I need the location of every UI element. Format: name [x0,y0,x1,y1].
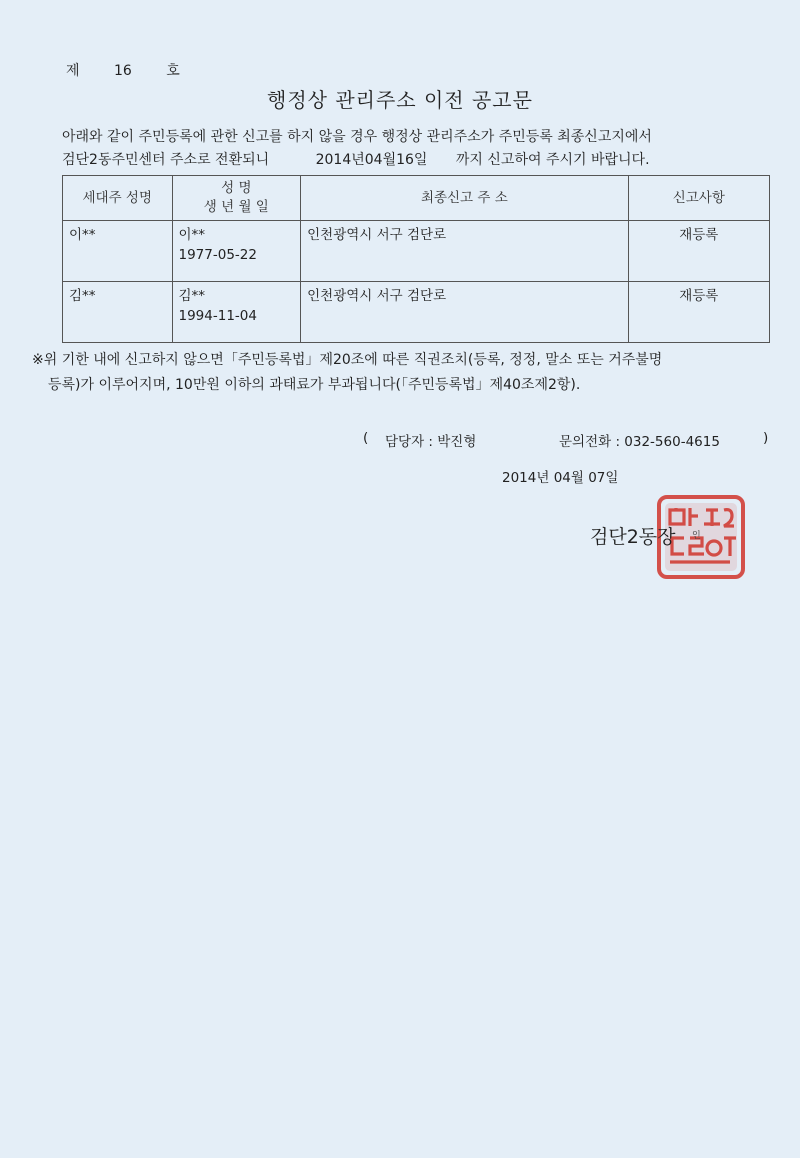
signatory: 검단2동장 [590,526,676,548]
intro-paragraph [62,126,762,172]
doc-number-suffix: 호 [166,63,180,79]
cell-name-birth [172,282,301,343]
notice-line-2: 등록)가 이루어지며, 10만원 이하의 과태료가 부과됩니다(「주민등록법」제40조제2항). [48,377,581,393]
deadline-date: 2014년04월16일 [315,152,428,168]
table-row [63,221,770,282]
header-name: 성 명 [221,180,252,196]
cell-name: 이** [178,227,206,243]
records-table [62,175,770,343]
cell-name: 김** [178,288,206,304]
header-address: 최종신고 주 소 [301,176,628,221]
table-row [63,282,770,343]
header-name-birth [172,176,301,221]
notice-line-1: ※위 기한 내에 신고하지 않으면「주민등록법」제20조에 따른 직권조치(등록, 정정, 말소 또는 거주불명 [32,352,663,368]
document-number [66,60,180,80]
contact-close-paren: ) [763,430,769,446]
cell-birth: 1977-05-22 [178,247,257,263]
intro-line-1: 아래와 같이 주민등록에 관한 신고를 하지 않을 경우 행정상 관리주소가 주민등록 최종신고지에서 [62,129,652,145]
cell-name-birth [172,221,301,282]
cell-birth: 1994-11-04 [178,308,257,324]
header-birth: 생 년 월 일 [203,199,269,215]
doc-number-prefix: 제 [66,63,80,79]
cell-householder: 이** [63,221,173,282]
intro-line-2-start: 검단2동주민센터 주소로 전환되니 [62,152,270,168]
cell-address: 인천광역시 서구 검단로 [301,221,628,282]
page-title: 행정상 관리주소 이전 공고문 [267,88,533,112]
penalty-notice [32,348,772,398]
intro-line-2-end: 까지 신고하여 주시기 바랍니다. [455,152,650,168]
header-report: 신고사항 [628,176,769,221]
cell-address: 인천광역시 서구 검단로 [301,282,628,343]
table-header-row [63,176,770,221]
contact-phone: 문의전화 : 032-560-4615 [559,434,720,450]
contact-staff: 담당자 : 박진형 [385,434,477,450]
issue-date: 2014년 04월 07일 [502,470,619,486]
cell-householder: 김** [63,282,173,343]
cell-report: 재등록 [628,282,769,343]
intro-line-2 [62,149,762,172]
header-householder: 세대주 성명 [63,176,173,221]
cell-report: 재등록 [628,221,769,282]
contact-open-paren: ( [363,430,369,446]
doc-number-value: 16 [113,63,132,79]
seal-mark: 인 [692,531,701,541]
